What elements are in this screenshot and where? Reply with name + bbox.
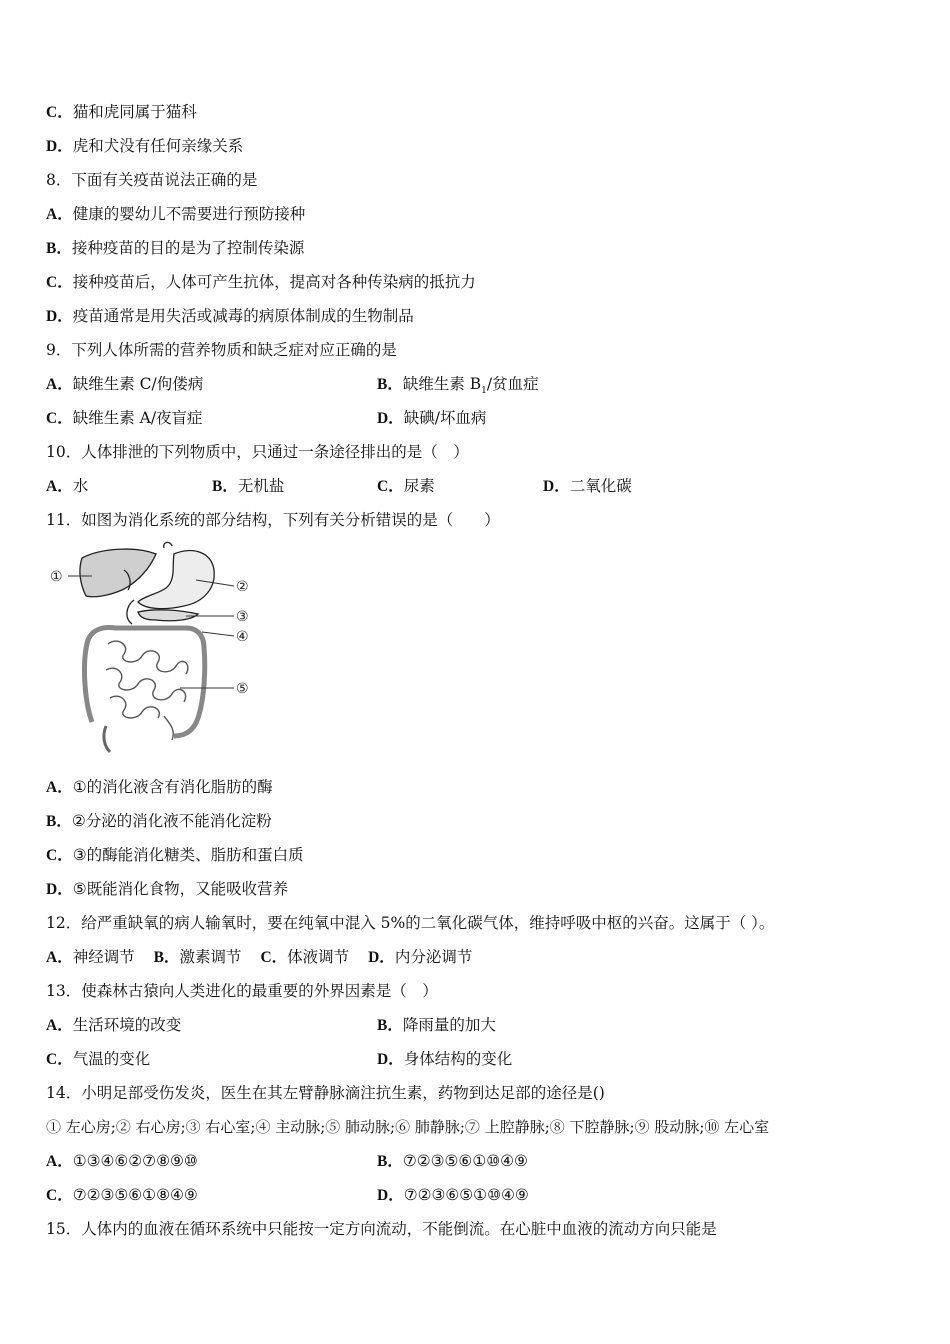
liver-shape — [80, 549, 156, 597]
fig-label-5: ⑤ — [236, 681, 249, 697]
q8-option-c: C．接种疫苗后，人体可产生抗体，提高对各种传染病的抵抗力 — [46, 273, 476, 291]
q9-option-d: D．缺碘/坏血病 — [377, 409, 487, 427]
fig-label-2: ② — [236, 579, 249, 595]
digestive-system-figure — [46, 540, 266, 755]
q8-option-a: A．健康的婴幼儿不需要进行预防接种 — [46, 205, 306, 223]
q7-option-c: C．猫和虎同属于猫科 — [46, 103, 197, 121]
q13-option-d: D．身体结构的变化 — [377, 1050, 513, 1068]
q15-stem: 15．人体内的血液在循环系统中只能按一定方向流动，不能倒流。在心脏中血液的流动方向只能是 — [46, 1220, 717, 1238]
q9-option-c: C．缺维生素 A/夜盲症 — [46, 409, 203, 427]
q10-stem: 10．人体排泄的下列物质中，只通过一条途径排出的是（ ） — [46, 443, 469, 461]
fig-label-4: ④ — [236, 629, 249, 645]
q10-option-d: D．二氧化碳 — [543, 477, 632, 495]
q12-options: A．神经调节 B．激素调节 C．体液调节 D．内分泌调节 — [46, 948, 473, 966]
q13-option-c: C．气温的变化 — [46, 1050, 151, 1068]
small-intestine-shape — [106, 641, 188, 740]
q8-option-d: D．疫苗通常是用失活或减毒的病原体制成的生物制品 — [46, 307, 414, 325]
q14-option-a: A．①③④⑥②⑦⑧⑨⑩ — [46, 1152, 198, 1170]
q9-stem: 9．下列人体所需的营养物质和缺乏症对应正确的是 — [46, 341, 397, 359]
q11-option-a: A．①的消化液含有消化脂肪的酶 — [46, 778, 273, 796]
q13-option-a: A．生活环境的改变 — [46, 1016, 182, 1034]
q13-stem: 13．使森林古猿向人类进化的最重要的外界因素是（ ） — [46, 982, 438, 1000]
q8-option-b: B．接种疫苗的目的是为了控制传染源 — [46, 239, 305, 257]
q11-option-d: D．⑤既能消化食物，又能吸收营养 — [46, 880, 289, 898]
fig-label-3: ③ — [236, 609, 249, 625]
pancreas-shape — [138, 610, 198, 621]
q7-option-d: D．虎和犬没有任何亲缘关系 — [46, 137, 244, 155]
q8-stem: 8．下面有关疫苗说法正确的是 — [46, 171, 258, 189]
q14-option-b: B．⑦②③⑤⑥①⑩④⑨ — [377, 1152, 528, 1170]
q11-stem: 11．如图为消化系统的部分结构，下列有关分析错误的是（ ） — [46, 511, 500, 529]
q9-option-a: A．缺维生素 C/佝偻病 — [46, 375, 204, 393]
q14-stem: 14．小明足部受伤发炎，医生在其左臂静脉滴注抗生素，药物到达足部的途径是() — [46, 1084, 605, 1102]
q13-option-b: B．降雨量的加大 — [377, 1016, 496, 1034]
q12-stem: 12．给严重缺氧的病人输氧时，要在纯氧中混入 5%的二氧化碳气体，维持呼吸中枢的兴奋。这属于（ ）。 — [46, 914, 775, 932]
q14-option-d: D．⑦②③⑥⑤①⑩④⑨ — [377, 1186, 529, 1204]
q10-option-b: B．无机盐 — [212, 477, 285, 495]
q14-legend: ① 左心房;② 右心房;③ 右心室;④ 主动脉;⑤ 肺动脉;⑥ 肺静脉;⑦ 上腔静脉;⑧ 下腔静脉;⑨ 股动脉;⑩ 左心室 — [46, 1118, 770, 1136]
q11-option-c: C．③的酶能消化糖类、脂肪和蛋白质 — [46, 846, 304, 864]
large-intestine-shape — [85, 628, 205, 737]
fig-label-1: ① — [50, 569, 63, 585]
q10-option-a: A．水 — [46, 477, 89, 495]
q11-option-b: B．②分泌的消化液不能消化淀粉 — [46, 812, 272, 830]
q10-option-c: C．尿素 — [377, 477, 435, 495]
q9-option-b: B．缺维生素 $B_1/$贫血症 — [377, 375, 539, 397]
q14-option-c: C．⑦②③⑤⑥①⑧④⑨ — [46, 1186, 198, 1204]
